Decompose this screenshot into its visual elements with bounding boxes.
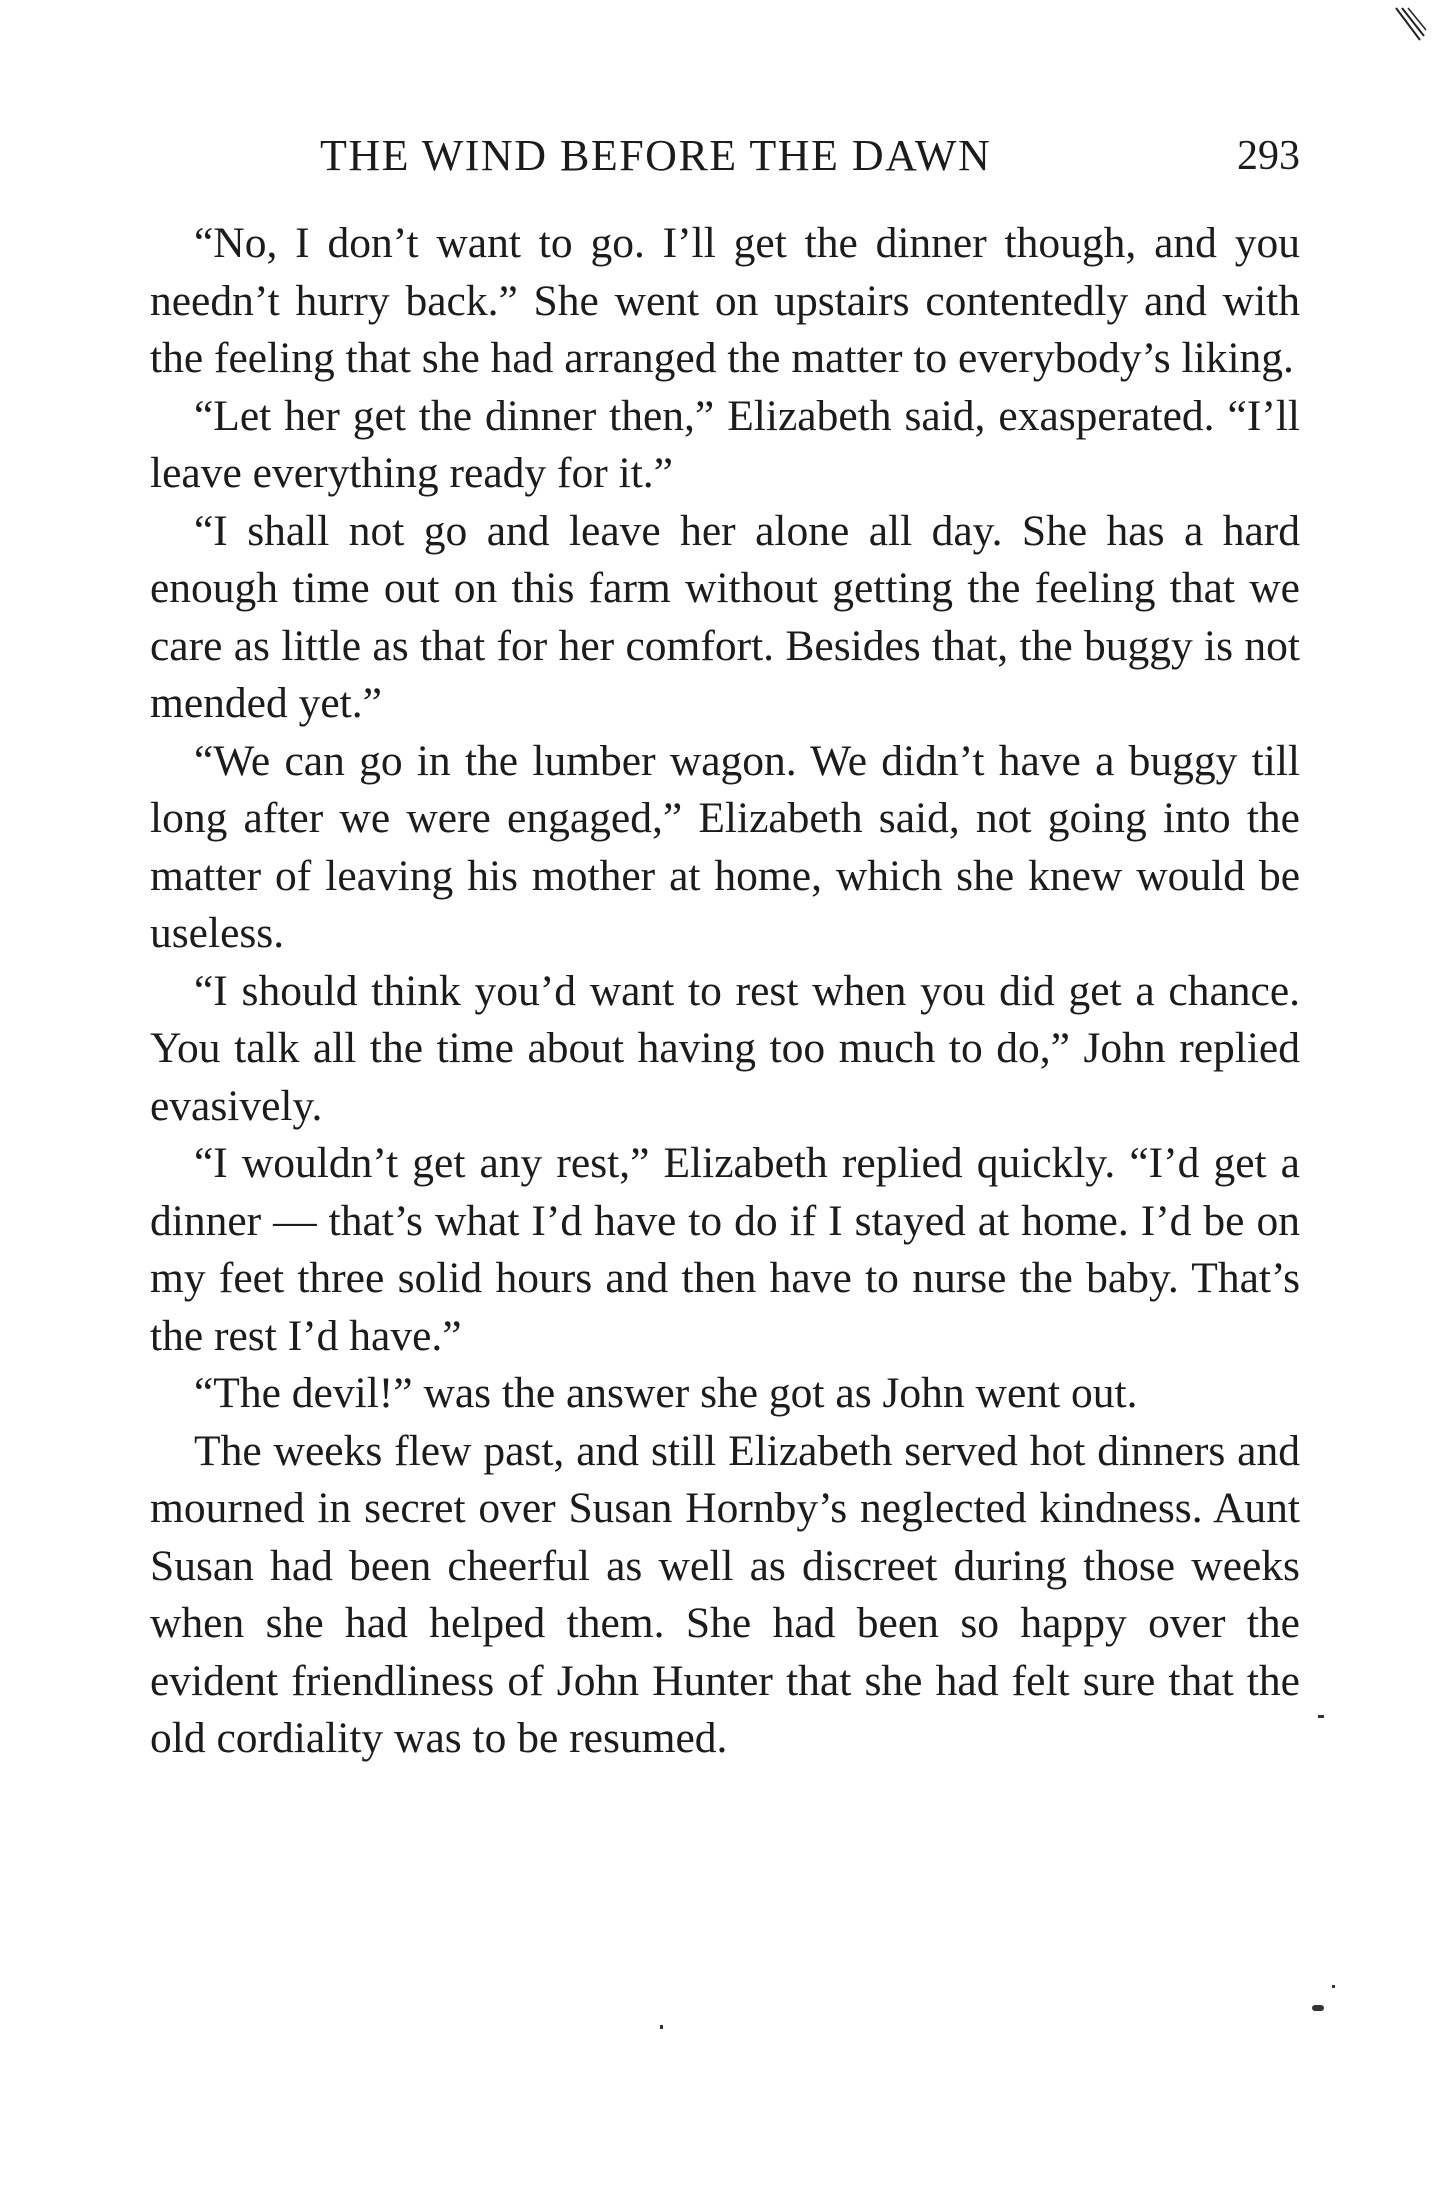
paragraph: “I should think you’d want to rest when you did get a chance. You talk all the time about having too much to do,” John replied evasively. xyxy=(150,966,1300,1130)
running-title: THE WIND BEFORE THE DAWN xyxy=(320,131,992,180)
paragraph: “No, I don’t want to go. I’ll get the dinner though, and you needn’t hurry back.” She went on upstairs contentedly and with the feeling that she had arranged the matter to everybody’s liking. xyxy=(150,219,1300,382)
paragraph: “I wouldn’t get any rest,” Elizabeth replied quickly. “I’d get a dinner — that’s what I’d have to do if I stayed at home. I’d be on my feet three solid hours and then have to nurse the baby. That’s the rest I’d have.” xyxy=(150,1139,1300,1360)
running-head xyxy=(150,130,1300,190)
scan-speck xyxy=(1318,1715,1324,1718)
paragraph: “Let her get the dinner then,” Elizabeth said, exasperated. “I’ll leave everything ready for it.” xyxy=(150,391,1300,497)
scan-speck xyxy=(1312,2005,1324,2011)
scan-corner-mark xyxy=(1390,6,1430,46)
paragraph: “I shall not go and leave her alone all day. She has a hard enough time out on this farm without getting the feeling that we care as little as that for her comfort. Besides that, the buggy is not mended yet.” xyxy=(150,506,1300,727)
paragraph: “We can go in the lumber wagon. We didn’t have a buggy till long after we were engaged,” Elizabeth said, not going into the matter of leaving his mother at home, which she knew would be useless. xyxy=(150,736,1300,957)
page-number: 293 xyxy=(1237,133,1300,179)
body-text xyxy=(150,215,1300,1768)
scan-speck xyxy=(1332,1985,1335,1988)
scan-speck xyxy=(660,2025,663,2029)
paragraph: “The devil!” was the answer she got as John went out. xyxy=(194,1369,1138,1417)
paragraph: The weeks flew past, and still Elizabeth served hot dinners and mourned in secret over Susan Hornby’s neglected kindness. Aunt Susan had been cheerful as well as discreet during those weeks when she had helped them. She had been so happy over the evident friendliness of John Hunter that she had felt sure that the old cordiality was to be resumed. xyxy=(150,1426,1300,1762)
